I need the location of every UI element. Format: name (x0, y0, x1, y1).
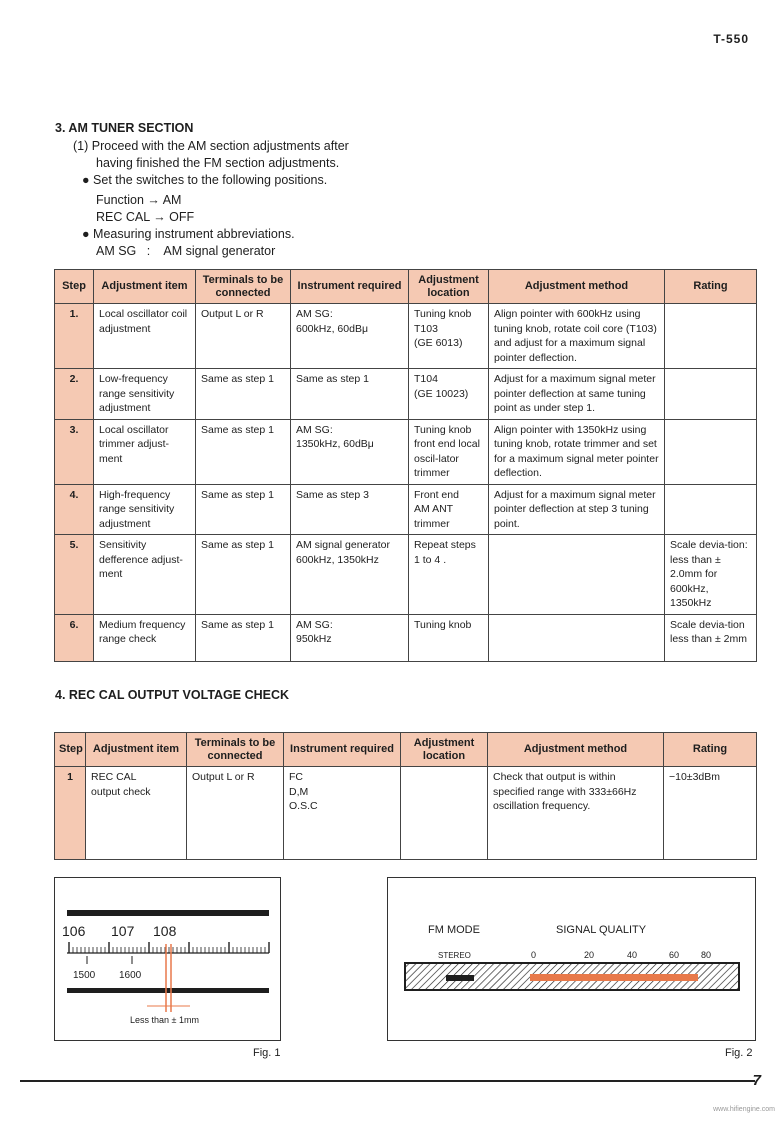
location-cell (401, 767, 488, 860)
location-cell: Front end AM ANT trimmer (409, 484, 489, 535)
fig2-meter-diagram (387, 877, 756, 1041)
am-label-1600: 1600 (119, 970, 142, 981)
fig1-dial-diagram (54, 877, 281, 1041)
dial-scale-svg (55, 878, 280, 1040)
terminals-cell: Same as step 1 (196, 614, 291, 661)
terminals-cell: Same as step 1 (196, 484, 291, 535)
item-cell: Sensitivity defference adjust-ment (94, 535, 196, 615)
intro-line-2: having finished the FM section adjustments. (96, 156, 340, 170)
location-cell: Repeat steps 1 to 4 . (409, 535, 489, 615)
table-row (55, 767, 757, 860)
rating-cell: Scale devia-tion less than ± 2mm (665, 614, 757, 661)
rating-cell (665, 369, 757, 420)
step-cell: 5. (55, 535, 94, 615)
instrument-cell: Same as step 3 (291, 484, 409, 535)
header-step: Step (55, 733, 86, 767)
page-number: 7 (752, 1072, 761, 1089)
watermark: www.hifiengine.com (713, 1106, 775, 1113)
header-step: Step (55, 270, 94, 304)
meter-scale (531, 950, 711, 960)
terminals-cell: Output L or R (196, 304, 291, 369)
bullet-2 (82, 226, 295, 243)
header-item: Adjustment item (86, 733, 187, 767)
step-cell: 2. (55, 369, 94, 420)
rating-cell (665, 304, 757, 369)
header-terminals: Terminals to be connected (187, 733, 284, 767)
table-row (55, 535, 757, 615)
step-cell: 1 (55, 767, 86, 860)
terminals-cell: Same as step 1 (196, 369, 291, 420)
item-cell: Local oscillator coil adjustment (94, 304, 196, 369)
footer-rule (20, 1080, 755, 1082)
abbreviation: AM SG : AM signal generator (96, 244, 276, 258)
item-cell: Low-frequency range sensitivity adjustment (94, 369, 196, 420)
fm-label-108: 108 (153, 923, 177, 939)
rating-cell: −10±3dBm (664, 767, 757, 860)
location-cell: Tuning knob (409, 614, 489, 661)
rating-cell: Scale devia-tion: less than ± 2.0mm for 600kHz, 1350kHz (665, 535, 757, 615)
method-cell: Align pointer with 1350kHz using tuning knob, rotate trimmer and set for a maximum signal meter pointer deflection. (489, 419, 665, 484)
table-row (55, 419, 757, 484)
fig2-caption: Fig. 2 (725, 1047, 753, 1059)
method-cell: Adjust for a maximum signal meter pointer deflection at step 3 tuning point. (489, 484, 665, 535)
step-cell: 1. (55, 304, 94, 369)
bullet-dot-icon: ● (82, 173, 90, 187)
am-section-title: 3. AM TUNER SECTION (55, 121, 194, 135)
table-row (55, 304, 757, 369)
item-cell: REC CAL output check (86, 767, 187, 860)
method-cell (489, 535, 665, 615)
item-cell: Medium frequency range check (94, 614, 196, 661)
fig1-caption: Fig. 1 (253, 1047, 281, 1059)
header-item: Adjustment item (94, 270, 196, 304)
item-cell: Local oscillator trimmer adjust-ment (94, 419, 196, 484)
terminals-cell: Output L or R (187, 767, 284, 860)
header-rating: Rating (665, 270, 757, 304)
bullet-1-text: Set the switches to the following positions. (93, 173, 328, 187)
method-cell (489, 614, 665, 661)
header-method: Adjustment method (488, 733, 664, 767)
bullet-dot-icon: ● (82, 227, 90, 241)
header-location: Adjustment location (409, 270, 489, 304)
location-cell: Tuning knob front end local oscil-lator trimmer (409, 419, 489, 484)
tolerance-label: Less than ± 1mm (130, 1015, 199, 1025)
am-label-1500: 1500 (73, 970, 96, 981)
fm-mode-label: FM MODE (428, 924, 480, 936)
table-row (55, 614, 757, 661)
table-row (55, 484, 757, 535)
instrument-cell: FC D,M O.S.C (284, 767, 401, 860)
method-cell: Check that output is within specified range with 333±66Hz oscillation frequency. (488, 767, 664, 860)
terminals-cell: Same as step 1 (196, 535, 291, 615)
rating-cell (665, 419, 757, 484)
terminals-cell: Same as step 1 (196, 419, 291, 484)
method-cell: Align pointer with 600kHz using tuning knob, rotate coil core (T103) and adjust for a maximum signal pointer deflection. (489, 304, 665, 369)
instrument-cell: AM SG: 600kHz, 60dBμ (291, 304, 409, 369)
switch-rec-cal: REC CAL → OFF (96, 210, 195, 224)
meter-svg (388, 878, 755, 1040)
bullet-1 (82, 172, 327, 189)
method-cell: Adjust for a maximum signal meter pointer deflection at same tuning point as under step 1. (489, 369, 665, 420)
instrument-cell: Same as step 1 (291, 369, 409, 420)
stereo-label: STEREO (438, 951, 471, 960)
header-method: Adjustment method (489, 270, 665, 304)
meter-scale-label: 40 (627, 950, 638, 960)
instrument-cell: AM signal generator 600kHz, 1350kHz (291, 535, 409, 615)
rating-cell (665, 484, 757, 535)
rec-section-title: 4. REC CAL OUTPUT VOLTAGE CHECK (55, 688, 290, 702)
step-cell: 3. (55, 419, 94, 484)
dial-bottom-bar (67, 988, 269, 993)
fm-label-107: 107 (111, 923, 135, 939)
model-number: T-550 (713, 32, 749, 46)
step-cell: 6. (55, 614, 94, 661)
instrument-cell: AM SG: 1350kHz, 60dBμ (291, 419, 409, 484)
header-rating: Rating (664, 733, 757, 767)
fm-label-106: 106 (62, 923, 86, 939)
instrument-cell: AM SG: 950kHz (291, 614, 409, 661)
bullet-2-text: Measuring instrument abbreviations. (93, 227, 295, 241)
header-instrument: Instrument required (284, 733, 401, 767)
rec-cal-table (54, 732, 757, 860)
header-terminals: Terminals to be connected (196, 270, 291, 304)
meter-scale-label: 60 (669, 950, 680, 960)
dial-top-bar (67, 910, 269, 916)
switch-function: Function → AM (96, 193, 182, 207)
location-cell: Tuning knob T103 (GE 6013) (409, 304, 489, 369)
signal-quality-label: SIGNAL QUALITY (556, 924, 647, 936)
meter-scale-label: 0 (531, 950, 537, 960)
am-adjustment-table (54, 269, 757, 662)
meter-scale-label: 80 (701, 950, 712, 960)
item-cell: High-frequency range sensitivity adjustment (94, 484, 196, 535)
meter-scale-label: 20 (584, 950, 595, 960)
table-row (55, 369, 757, 420)
stereo-indicator (446, 975, 474, 981)
header-instrument: Instrument required (291, 270, 409, 304)
location-cell: T104 (GE 10023) (409, 369, 489, 420)
header-location: Adjustment location (401, 733, 488, 767)
signal-quality-indicator (530, 974, 698, 981)
intro-line-1: (1) Proceed with the AM section adjustments after (73, 139, 349, 153)
step-cell: 4. (55, 484, 94, 535)
